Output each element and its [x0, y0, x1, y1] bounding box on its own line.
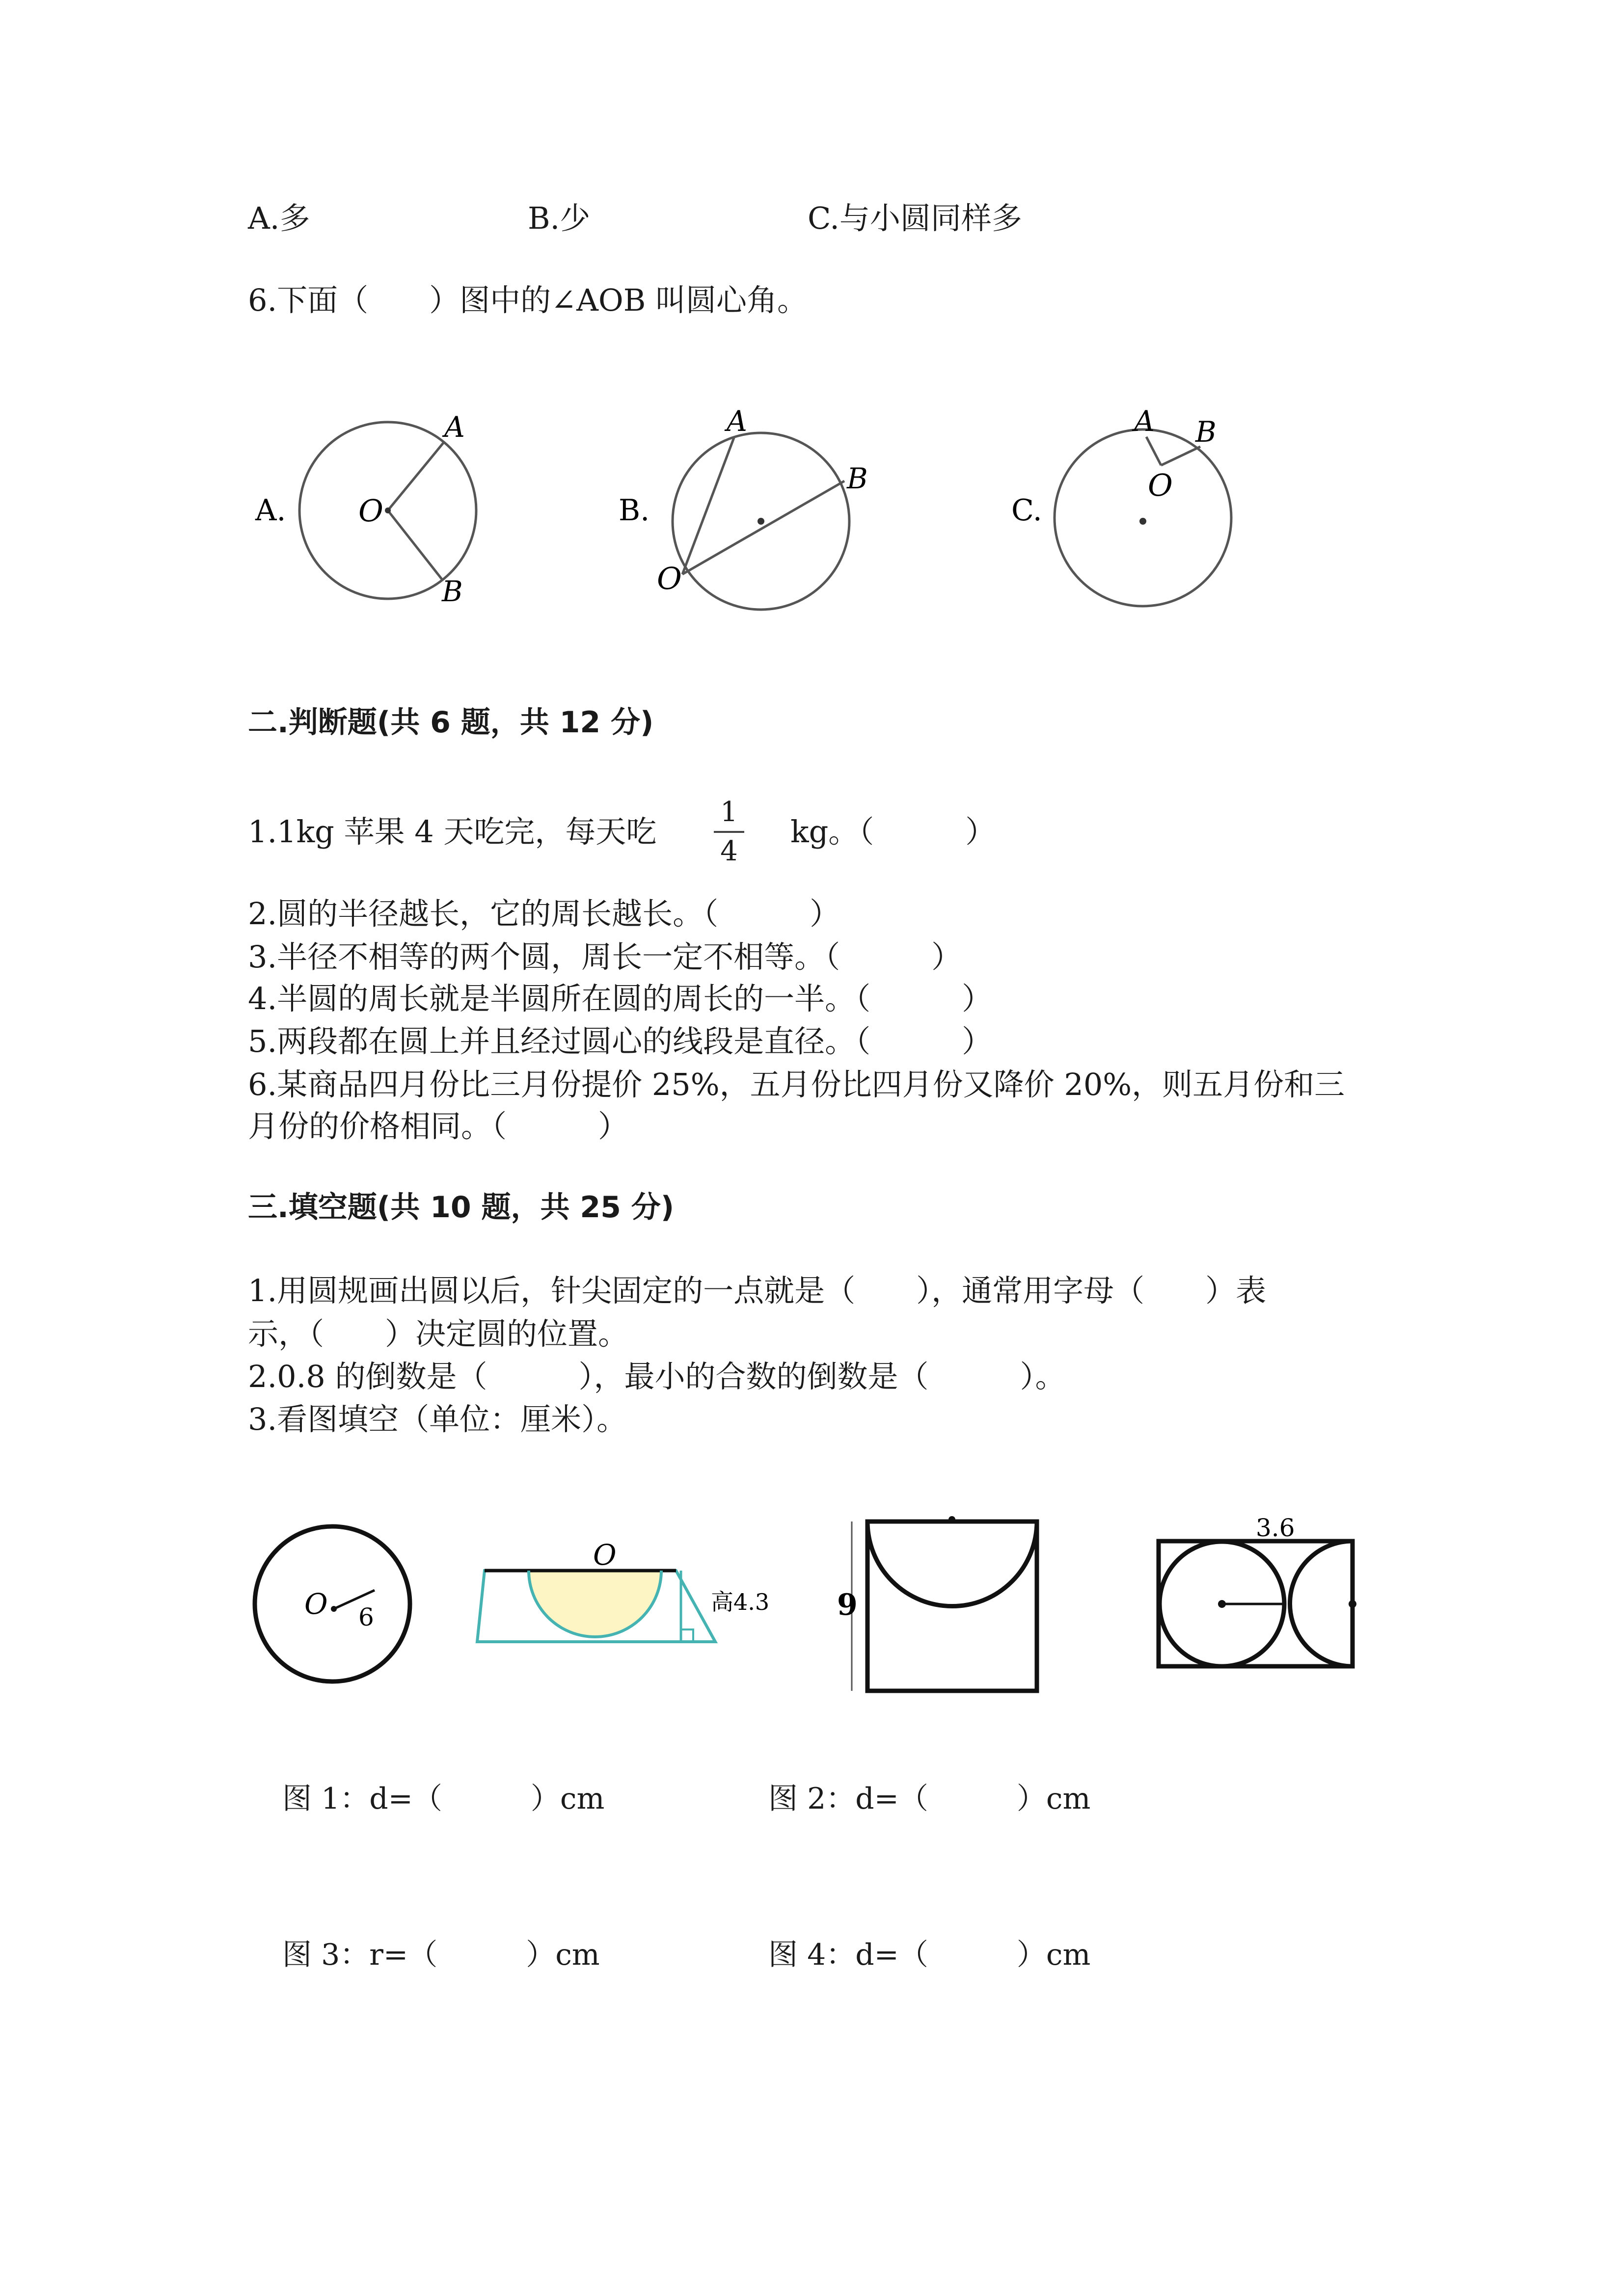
s3-fig4-top-label: 3.6 — [1256, 1514, 1295, 1542]
s3-fig2-height-label: 高4.3 — [711, 1589, 770, 1615]
s3-fig2-semicircle-fill — [529, 1571, 661, 1637]
q6-fig-a-radius-ob — [388, 510, 442, 579]
q6-fig-a-point-b: B — [442, 575, 463, 608]
s2-q1-tail: kg。（ ） — [790, 814, 996, 850]
s3-fig1-center-dot — [331, 1606, 337, 1612]
s2-item: 6.某商品四月份比三月份提价 25%，五月份比四月份又降价 20%，则五月份和三 — [248, 1067, 1345, 1102]
q6-fig-c-segment-ob — [1161, 447, 1200, 465]
s3-fig4-right-arcs — [1290, 1541, 1353, 1666]
s2-q1-text: 1.1kg 苹果 4 天吃完，每天吃 — [248, 814, 657, 850]
q6-fig-a-center: O — [358, 493, 383, 529]
q6-fig-a-point-a: A — [444, 410, 465, 444]
q6-fig-c-segment-oa — [1146, 437, 1161, 465]
s3-fig4-center-dot — [1218, 1600, 1226, 1608]
s3-fig3-side-label: 9 — [837, 1588, 858, 1622]
s3-fig1-center-label: O — [304, 1587, 328, 1621]
q5-option-c: C.与小圆同样多 — [808, 200, 1022, 236]
q6-fig-b-chord-ob — [682, 481, 844, 574]
s3-line: 1.用圆规画出圆以后，针尖固定的一点就是（ ），通常用字母（ ）表 — [248, 1273, 1267, 1308]
s3-fig3-top-dot — [948, 1516, 955, 1523]
s3-fig4-right-dot — [1349, 1600, 1356, 1608]
q6-fig-c-label: C. — [1011, 493, 1042, 528]
section3-title: 三.填空题(共 10 题，共 25 分) — [248, 1190, 675, 1225]
q6-fig-b-label: B. — [619, 493, 650, 528]
q6-fig-b-center-dot — [758, 518, 764, 525]
q6-fig-b-point-b: B — [847, 462, 868, 495]
fig3-caption: 图 3：r=（ ）cm — [282, 1938, 600, 1972]
s3-line: 3.看图填空（单位：厘米）。 — [248, 1401, 627, 1437]
s2-item: 2.圆的半径越长，它的周长越长。（ ） — [248, 896, 840, 932]
q6-fig-b-point-a: A — [727, 404, 747, 438]
q5-option-b: B.少 — [528, 200, 591, 236]
q6-fig-c-point-b: B — [1195, 415, 1217, 449]
s3-fig2-top-label: O — [593, 1538, 617, 1572]
q6-fig-a-center-dot — [385, 507, 391, 513]
s2-item: 4.半圆的周长就是半圆所在圆的周长的一半。（ ） — [248, 981, 993, 1016]
q6-stem: 6.下面（ ）图中的∠AOB 叫圆心角。 — [248, 282, 808, 318]
s2-item: 3.半径不相等的两个圆，周长一定不相等。（ ） — [248, 939, 962, 975]
section2-title: 二.判断题(共 6 题，共 12 分) — [248, 705, 654, 740]
s2-item: 5.两段都在圆上并且经过圆心的线段是直径。（ ） — [248, 1023, 993, 1059]
fig2-caption: 图 2：d=（ ）cm — [768, 1782, 1091, 1816]
q6-fig-a-label: A. — [255, 493, 286, 528]
s3-line: 2.0.8 的倒数是（ ），最小的合数的倒数是（ ）。 — [248, 1359, 1066, 1394]
s3-fig3-semicircle — [867, 1522, 1037, 1606]
fig1-caption: 图 1：d=（ ）cm — [282, 1782, 605, 1816]
s2-q1-fraction — [707, 798, 751, 866]
q6-fig-c-center-dot — [1139, 518, 1146, 525]
q6-fig-b-chord-oa — [682, 438, 734, 574]
s2-item: 月份的价格相同。（ ） — [248, 1108, 629, 1144]
q6-fig-b-point-o: O — [657, 561, 682, 596]
q5-option-a: A.多 — [248, 200, 310, 236]
s3-fig2-right-angle — [681, 1629, 693, 1642]
s3-line: 示，（ ）决定圆的位置。 — [248, 1316, 629, 1352]
fraction-bar — [714, 831, 744, 833]
s3-fig1-circle — [255, 1526, 410, 1682]
q6-fig-c-point-a: A — [1134, 404, 1155, 438]
q6-fig-a-radius-oa — [388, 442, 444, 510]
s3-figures — [236, 1497, 1414, 1713]
fig4-caption: 图 4：d=（ ）cm — [768, 1938, 1091, 1972]
fraction-numerator: 1 — [720, 796, 738, 828]
s3-fig1-radius-label: 6 — [358, 1603, 374, 1631]
fraction-denominator: 4 — [720, 835, 738, 867]
q6-figures — [241, 393, 1272, 628]
q6-fig-c-point-o: O — [1148, 467, 1173, 503]
